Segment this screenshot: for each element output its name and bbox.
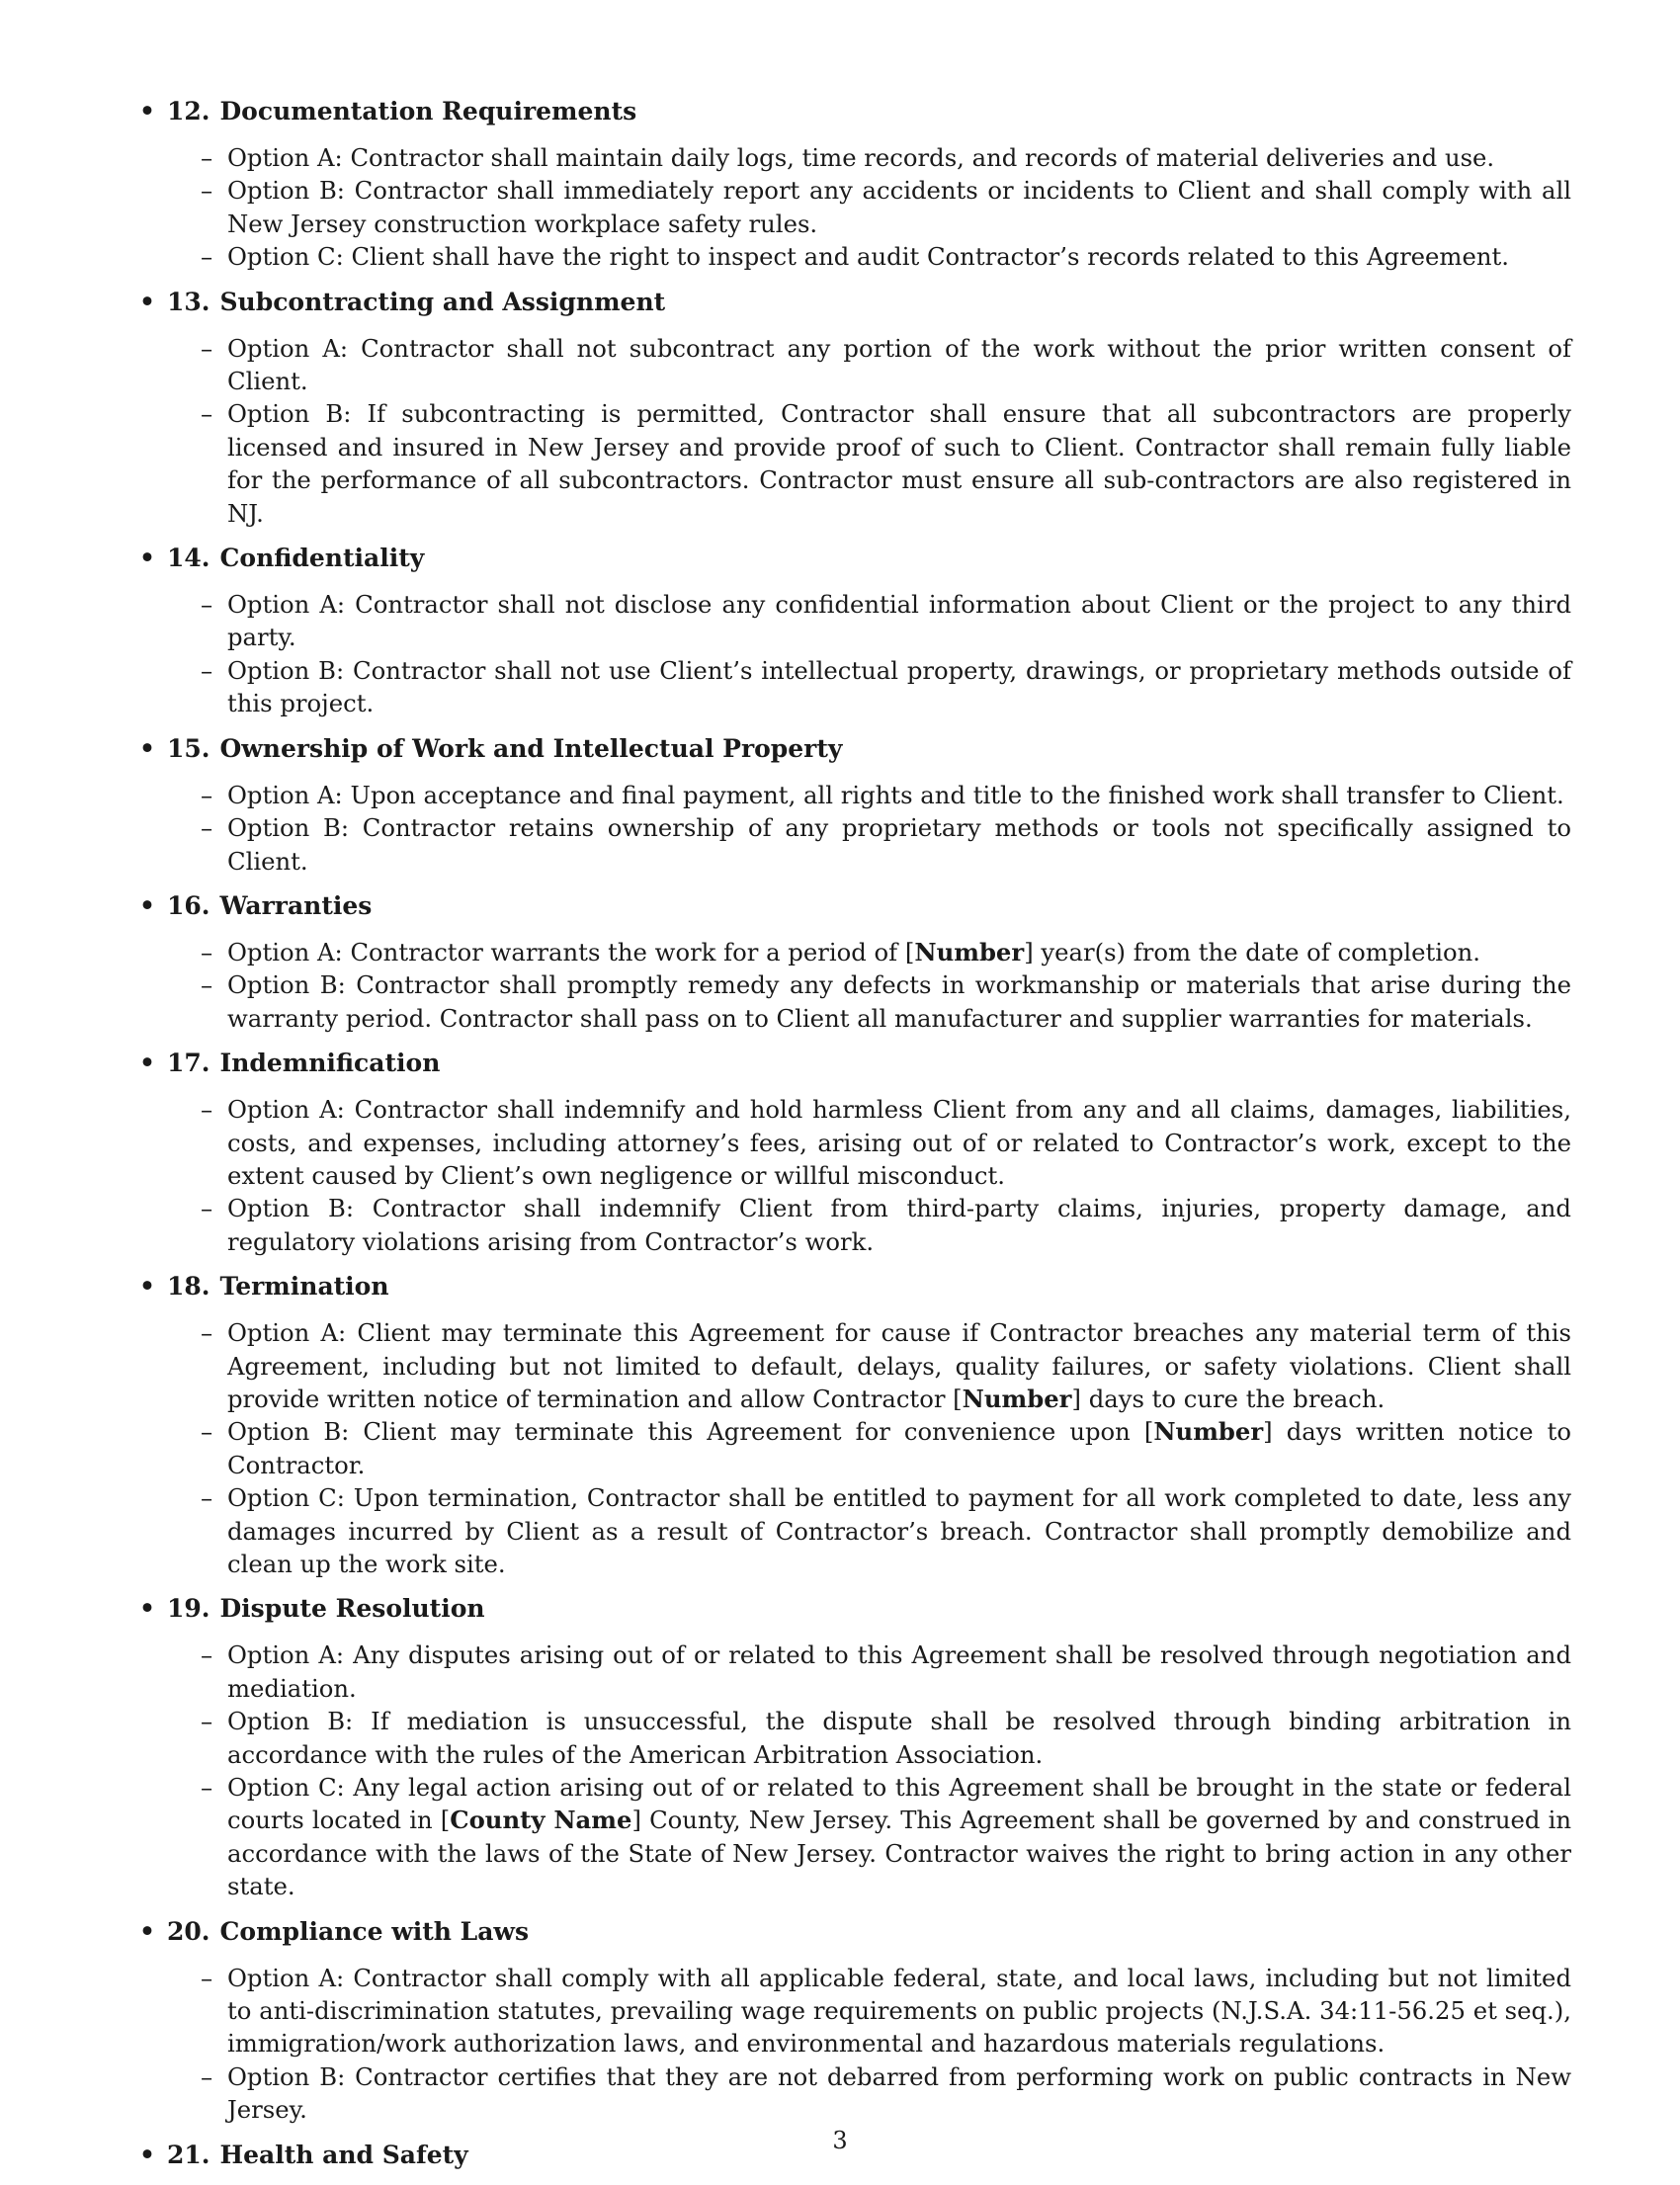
page-number: 3 <box>832 2127 848 2154</box>
dash-icon: – <box>201 1194 213 1223</box>
dash-icon: – <box>201 176 213 206</box>
section-16 <box>133 889 1581 1035</box>
section-number: 13. <box>167 287 210 316</box>
section-heading <box>133 1592 1581 1625</box>
option-text: Option A: Contractor shall comply with all applicable federal, state, and local laws, including but not limited to anti-discrimination statutes, prevailing wage requirements on public projects (N.J.S.A. 34:11-56.25 et seq.), immigration/work authorization laws, and environmental and hazardous materials regulations. <box>227 1963 1571 2059</box>
section-heading <box>133 542 1581 574</box>
section-heading <box>133 1270 1581 1303</box>
section-12 <box>133 95 1581 274</box>
dash-icon: – <box>201 813 213 843</box>
section-heading <box>133 889 1581 922</box>
section-number: 12. <box>167 97 210 126</box>
section-19 <box>133 1592 1581 1902</box>
bullet-icon: • <box>139 1272 155 1302</box>
bullet-icon: • <box>139 544 155 573</box>
option-text: Option A: Upon acceptance and final payment, all rights and title to the finished work shall transfer to Client. <box>227 780 1564 809</box>
option-text: Option B: Contractor certifies that they are not debarred from performing work on public contracts in New Jersey. <box>227 2061 1571 2125</box>
section-number: 17. <box>167 1049 210 1078</box>
dash-icon: – <box>201 143 213 172</box>
option-text: Option C: Upon termination, Contractor shall be entitled to payment for all work completed to date, less any damages incurred by Client as a result of Contractor’s breach. Contractor shall promptly demobilize and clean up the work site. <box>227 1483 1571 1578</box>
section-number: 19. <box>167 1594 210 1624</box>
option-text: Option A: Client may terminate this Agreement for cause if Contractor breaches any material term of this Agreement, including but not limited to default, delays, quality failures, or safety violations. Client shall provide written notice of termination and allow Contractor [ <box>227 1318 1571 1413</box>
option-item <box>201 654 1571 720</box>
option-item <box>201 811 1571 878</box>
option-text: Option B: Contractor shall not use Client’s intellectual property, drawings, or proprietary methods outside of this project. <box>227 655 1571 718</box>
option-text: Option A: Contractor shall not subcontract any portion of the work without the prior written consent of Client. <box>227 333 1571 396</box>
option-item <box>201 2060 1571 2127</box>
bullet-icon: • <box>139 287 155 316</box>
bullet-icon: • <box>139 890 155 920</box>
option-item <box>201 1639 1571 1705</box>
section-number: 16. <box>167 890 210 920</box>
dash-icon: – <box>201 399 213 429</box>
option-item <box>201 1962 1571 2060</box>
section-heading <box>133 286 1581 318</box>
option-item <box>201 779 1571 811</box>
dash-icon: – <box>201 655 213 685</box>
option-item <box>201 332 1571 398</box>
option-text: Option A: Contractor shall indemnify and hold harmless Client from any and all claims, damages, liabilities, costs, and expenses, including attorney’s fees, arising out of or related to Contractor’s work, except to the extent caused by Client’s own negligence or willful misconduct. <box>227 1095 1571 1190</box>
dash-icon: – <box>201 2061 213 2091</box>
option-text: Option C: Any legal action arising out of or related to this Agreement shall be brought in the state or federal courts located in [ <box>227 1773 1571 1835</box>
option-item <box>201 1705 1571 1771</box>
bullet-icon: • <box>139 1594 155 1624</box>
section-14 <box>133 542 1581 720</box>
dash-icon: – <box>201 937 213 966</box>
option-item <box>201 1316 1571 1415</box>
section-15 <box>133 732 1581 878</box>
section-title: Warranties <box>219 890 373 920</box>
section-17 <box>133 1047 1581 1258</box>
section-title: Compliance with Laws <box>219 1916 530 1946</box>
option-item <box>201 968 1571 1035</box>
option-item <box>201 141 1571 174</box>
section-title: Ownership of Work and Intellectual Property <box>219 733 843 763</box>
option-item <box>201 588 1571 654</box>
dash-icon: – <box>201 590 213 620</box>
option-item <box>201 1093 1571 1192</box>
dash-icon: – <box>201 1963 213 1992</box>
option-text: ] County, New Jersey. This Agreement shall be governed by and construed in accordance with the laws of the State of New Jersey. Contractor waives the right to bring action in any other state. <box>227 1806 1571 1901</box>
section-heading <box>133 732 1581 765</box>
section-title: Health and Safety <box>219 2140 468 2169</box>
dash-icon: – <box>201 242 213 272</box>
bullet-icon: • <box>139 1049 155 1078</box>
placeholder-field: County Name <box>450 1806 632 1835</box>
section-20 <box>133 1915 1581 2127</box>
section-number: 15. <box>167 733 210 763</box>
option-item <box>201 174 1571 240</box>
placeholder-field: Number <box>1153 1417 1264 1447</box>
option-item <box>201 397 1571 530</box>
option-text: Option A: Contractor shall maintain daily logs, time records, and records of material deliveries and use. <box>227 143 1495 172</box>
bullet-icon: • <box>139 97 155 126</box>
dash-icon: – <box>201 1483 213 1513</box>
section-title: Confidentiality <box>219 544 425 573</box>
option-text: Option B: Contractor shall promptly remedy any defects in workmanship or materials that arise during the warranty period. Contractor shall pass on to Client all manufacturer and supplier warranties for materials. <box>227 970 1571 1033</box>
option-text: ] year(s) from the date of completion. <box>1024 937 1481 966</box>
section-heading <box>133 1047 1581 1079</box>
section-title: Termination <box>219 1272 389 1302</box>
option-item <box>201 1481 1571 1580</box>
section-number: 14. <box>167 544 210 573</box>
option-text: ] days written notice to Contractor. <box>227 1417 1571 1479</box>
section-heading <box>133 95 1581 127</box>
dash-icon: – <box>201 1417 213 1447</box>
section-number: 18. <box>167 1272 210 1302</box>
option-text: Option B: Contractor retains ownership of any proprietary methods or tools not specifically assigned to Client. <box>227 813 1571 876</box>
document-body <box>133 95 1581 2185</box>
option-text: Option A: Any disputes arising out of or related to this Agreement shall be resolved through negotiation and mediation. <box>227 1640 1571 1703</box>
bullet-icon: • <box>139 1916 155 1946</box>
placeholder-field: Number <box>962 1384 1072 1413</box>
option-item <box>201 1415 1571 1481</box>
placeholder-field: Number <box>914 937 1025 966</box>
section-heading <box>133 1915 1581 1948</box>
option-text: Option C: Client shall have the right to inspect and audit Contractor’s records related to this Agreement. <box>227 242 1509 272</box>
option-text: Option A: Contractor warrants the work for a period of [ <box>227 937 915 966</box>
option-text: Option A: Contractor shall not disclose any confidential information about Client or the project to any third party. <box>227 590 1571 652</box>
option-text: Option B: If subcontracting is permitted, Contractor shall ensure that all subcontractors are properly licensed and insured in New Jersey and provide proof of such to Client. Contractor shall remain fully liable for the performance of all subcontractors. Contractor must ensure all sub-contractors are also registered in NJ. <box>227 399 1571 528</box>
dash-icon: – <box>201 333 213 363</box>
option-text: ] days to cure the breach. <box>1071 1384 1386 1413</box>
section-title: Dispute Resolution <box>219 1594 485 1624</box>
option-text: Option B: Client may terminate this Agreement for convenience upon [ <box>227 1417 1154 1447</box>
section-13 <box>133 286 1581 530</box>
option-item <box>201 936 1571 968</box>
dash-icon: – <box>201 780 213 809</box>
option-item <box>201 240 1571 273</box>
dash-icon: – <box>201 1773 213 1803</box>
bullet-icon: • <box>139 2140 155 2169</box>
section-title: Documentation Requirements <box>219 97 637 126</box>
bullet-icon: • <box>139 733 155 763</box>
section-title: Subcontracting and Assignment <box>219 287 666 316</box>
dash-icon: – <box>201 1640 213 1670</box>
section-title: Indemnification <box>219 1049 441 1078</box>
dash-icon: – <box>201 1318 213 1348</box>
dash-icon: – <box>201 970 213 1000</box>
dash-icon: – <box>201 1707 213 1736</box>
section-18 <box>133 1270 1581 1580</box>
option-item <box>201 1771 1571 1903</box>
section-number: 21. <box>167 2140 210 2169</box>
option-item <box>201 1192 1571 1258</box>
option-text: Option B: If mediation is unsuccessful, the dispute shall be resolved through binding arbitration in accordance with the rules of the American Arbitration Association. <box>227 1707 1571 1769</box>
option-text: Option B: Contractor shall immediately report any accidents or incidents to Client and shall comply with all New Jersey construction workplace safety rules. <box>227 176 1571 238</box>
dash-icon: – <box>201 1095 213 1125</box>
option-text: Option B: Contractor shall indemnify Client from third-party claims, injuries, property damage, and regulatory violations arising from Contractor’s work. <box>227 1194 1571 1256</box>
section-number: 20. <box>167 1916 210 1946</box>
